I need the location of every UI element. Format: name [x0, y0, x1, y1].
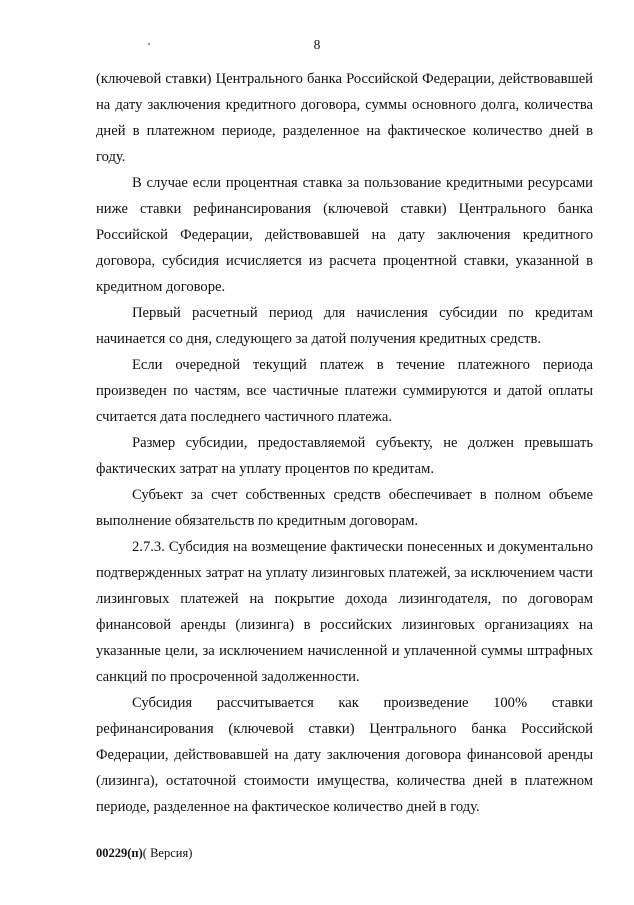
document-version: ( Версия)	[142, 846, 193, 860]
paragraph-first-period: Первый расчетный период для начисления субсидии по кредитам начинается со дня, следующего за датой получения кредитных средств.	[96, 305, 593, 347]
paragraph-subsidy-limit: Размер субсидии, предоставляемой субъекту, не должен превышать фактических затрат на уплату процентов по кредитам.	[96, 435, 593, 477]
paragraph-leasing-calculation: Субсидия рассчитывается как произведение 100% ставки рефинансирования (ключевой ставки) Центрального банка Российской Федерации, действовавшей на дату заключения договора финансовой аренды (лизинга), остаточной стоимости имущества, количества дней в платежном периоде, разделенное на фактическое количество дней в году.	[96, 695, 593, 815]
document-footer	[96, 846, 192, 861]
paragraph-continuation: (ключевой ставки) Центрального банка Российской Федерации, действовавшей на дату заключения кредитного договора, суммы основного долга, количества дней в платежном периоде, разделенное на фактическое количество дней в году.	[96, 71, 593, 165]
body-text	[96, 66, 593, 820]
paragraph-partial-payment: Если очередной текущий платеж в течение платежного периода произведен по частям, все частичные платежи суммируются и датой оплаты считается дата последнего частичного платежа.	[96, 357, 593, 425]
paragraph-obligations: Субъект за счет собственных средств обеспечивает в полном объеме выполнение обязательств по кредитным договорам.	[96, 487, 593, 529]
document-code: 00229(п)	[96, 846, 143, 860]
paragraph-section-2-7-3: 2.7.3. Субсидия на возмещение фактически понесенных и документально подтвержденных затрат на уплату лизинговых платежей, за исключением части лизинговых платежей на покрытие дохода лизингодателя, по договорам финансовой аренды (лизинга) в российских лизинговых организациях на указанные цели, за исключением начисленной и уплаченной суммы штрафных санкций по просроченной задолженности.	[96, 539, 593, 685]
paragraph-interest-rate: В случае если процентная ставка за пользование кредитными ресурсами ниже ставки рефинансирования (ключевой ставки) Центрального банка Российской Федерации, действовавшей на дату заключения кредитного договора, субсидия исчисляется из расчета процентной ставки, указанной в кредитном договоре.	[96, 175, 593, 295]
page-number: 8	[313, 37, 321, 52]
